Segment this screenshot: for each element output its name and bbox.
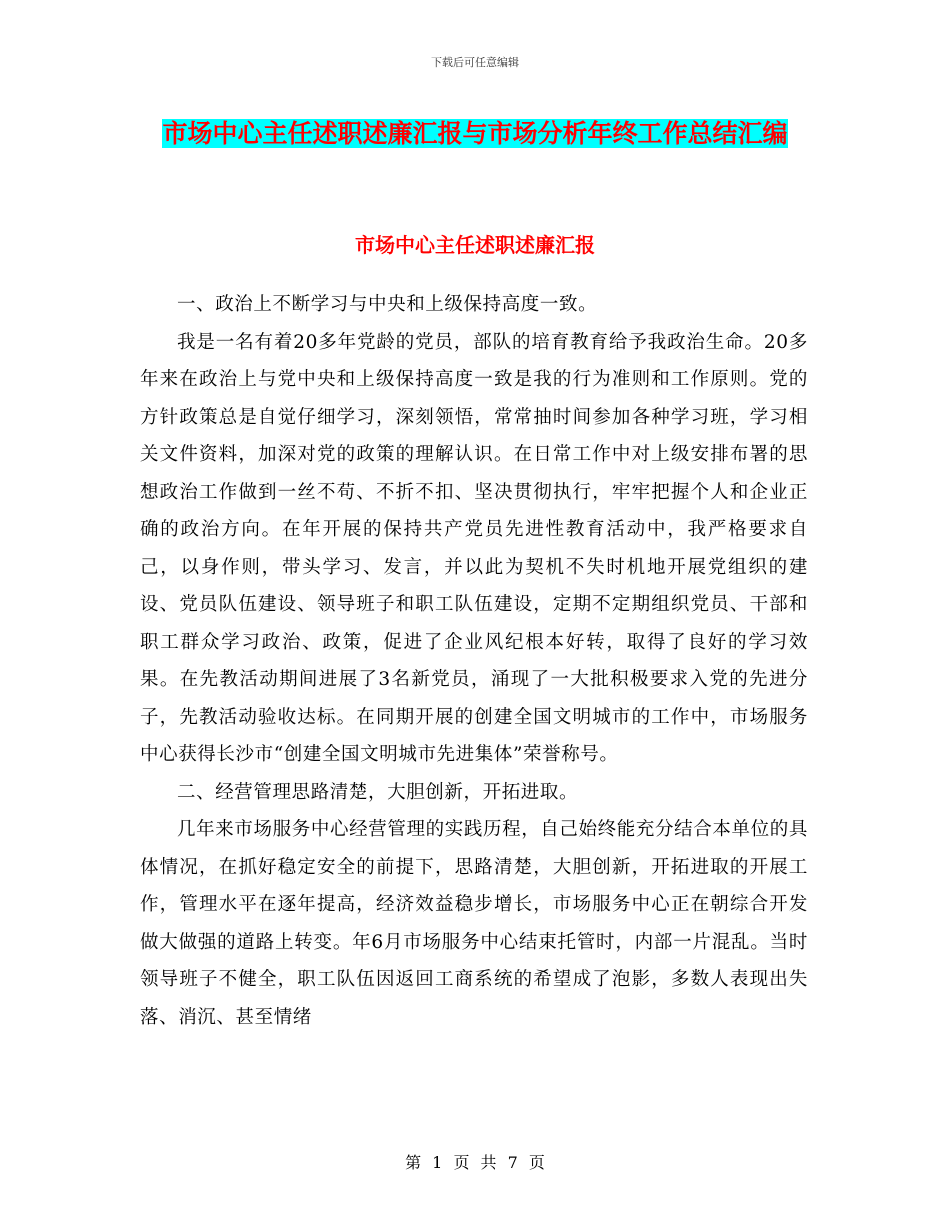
- document-title: [130, 112, 820, 156]
- paragraph-heading-1: 一、政治上不断学习与中央和上级保持高度一致。: [177, 294, 598, 315]
- paragraph: 我是一名有着20多年党龄的党员，部队的培育教育给予我政治生命。20多年来在政治上与党中央和上级保持高度一致是我的行为准则和工作原则。党的方针政策总是自觉仔细学习，深刻领悟，常常抽时间参加各种学习班，学习相关文件资料，加深对党的政策的理解认识。在日常工作中对上级安排布署的思想政治工作做到一丝不苟、不折不扣、坚决贯彻执行，牢牢把握个人和企业正确的政治方向。在年开展的保持共产党员先进性教育活动中，我严格要求自己，以身作则，带头学习、发言，并以此为契机不失时机地开展党组织的建设、党员队伍建设、领导班子和职工队伍建设，定期不定期组织党员、干部和职工群众学习政治、政策，促进了企业风纪根本好转，取得了良好的学习效果。在先教活动期间进展了3名新党员，涌现了一大批积极要求入党的先进分子，先教活动验收达标。在同期开展的创建全国文明城市的工作中，市场服务中心获得长沙市“创建全国文明城市先进集体”荣誉称号。: [140, 331, 808, 765]
- page-footer: 第 1 页 共 7 页: [405, 1153, 545, 1172]
- paragraph-heading-2: 二、经营管理思路清楚，大胆创新，开拓进取。: [177, 781, 579, 803]
- paragraph: 几年来市场服务中心经营管理的实践历程，自己始终能充分结合本单位的具体情况，在抓好稳定安全的前提下，思路清楚，大胆创新，开拓进取的开展工作，管理水平在逐年提高，经济效益稳步增长，市场服务中心正在朝综合开发做大做强的道路上转变。年6月市场服务中心结束托管时，内部一片混乱。当时领导班子不健全，职工队伍因返回工商系统的希望成了泡影，多数人表现出失落、消沉、甚至情绪: [140, 819, 808, 1028]
- body-text: [140, 286, 808, 1036]
- section-title: 市场中心主任述职述廉汇报: [355, 233, 595, 257]
- document-title-text: 市场中心主任述职述廉汇报与市场分析年终工作总结汇编: [162, 119, 788, 148]
- header-note: 下载后可任意编辑: [431, 56, 519, 69]
